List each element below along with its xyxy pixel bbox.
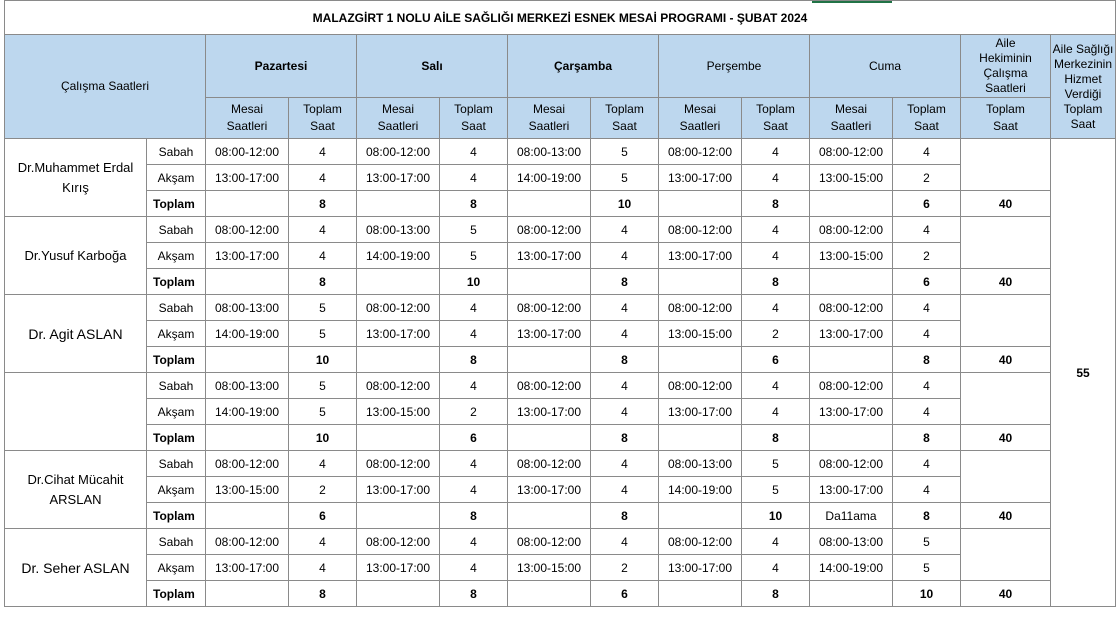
- table-row: [5, 581, 1116, 607]
- shift-hours-cell[interactable]: 08:00-12:00: [659, 139, 742, 165]
- shift-total-cell[interactable]: 2: [591, 555, 659, 581]
- doctor-name-label: Dr.Yusuf Karboğa: [24, 247, 127, 263]
- daily-total-cell[interactable]: 8: [591, 347, 659, 373]
- shift-hours-cell[interactable]: 14:00-19:00: [508, 165, 591, 191]
- shift-hours-cell[interactable]: 08:00-12:00: [357, 451, 440, 477]
- header-toplam-carsamba[interactable]: Toplam Saat: [591, 98, 659, 139]
- total-note-cell[interactable]: [810, 191, 893, 217]
- weekly-empty-cell[interactable]: [961, 373, 1051, 425]
- shift-hours-cell[interactable]: 13:00-17:00: [659, 165, 742, 191]
- shift-total-cell[interactable]: 4: [591, 373, 659, 399]
- shift-total-cell[interactable]: 5: [742, 451, 810, 477]
- doctor-name-label: Dr.Muhammet Erdal Kırış: [17, 159, 134, 195]
- daily-total-cell[interactable]: 10: [289, 347, 357, 373]
- table-row: [5, 477, 1116, 503]
- daily-total-cell[interactable]: 6: [440, 425, 508, 451]
- shift-total-cell[interactable]: 4: [893, 477, 961, 503]
- daily-total-cell[interactable]: 8: [591, 503, 659, 529]
- table-row: [5, 191, 1116, 217]
- shift-hours-cell[interactable]: 08:00-12:00: [508, 529, 591, 555]
- shift-hours-cell[interactable]: 08:00-12:00: [659, 295, 742, 321]
- shift-total-cell[interactable]: 5: [289, 399, 357, 425]
- shift-total-cell[interactable]: 5: [893, 529, 961, 555]
- header-day-carsamba[interactable]: Çarşamba: [508, 35, 659, 98]
- daily-total-cell[interactable]: 8: [289, 269, 357, 295]
- shift-hours-cell[interactable]: 13:00-17:00: [508, 477, 591, 503]
- row-label-aksam[interactable]: Akşam: [147, 477, 206, 503]
- total-note-cell[interactable]: Da11ama: [810, 503, 893, 529]
- total-note-cell[interactable]: [206, 269, 289, 295]
- shift-hours-cell[interactable]: 08:00-12:00: [206, 529, 289, 555]
- weekly-total-cell[interactable]: 40: [961, 425, 1051, 451]
- shift-hours-cell[interactable]: 13:00-17:00: [659, 243, 742, 269]
- header-mesai-persembe[interactable]: Mesai Saatleri: [659, 98, 742, 139]
- shift-hours-cell[interactable]: 08:00-12:00: [508, 295, 591, 321]
- total-note-cell[interactable]: [659, 425, 742, 451]
- shift-hours-cell[interactable]: 08:00-12:00: [810, 451, 893, 477]
- shift-total-cell[interactable]: 5: [893, 555, 961, 581]
- shift-total-cell[interactable]: 4: [591, 243, 659, 269]
- shift-total-cell[interactable]: 4: [742, 217, 810, 243]
- header-day-pazartesi[interactable]: Pazartesi: [206, 35, 357, 98]
- table-row: [5, 373, 1116, 399]
- header-hekim-calisma[interactable]: Aile Hekiminin Çalışma Saatleri: [961, 35, 1051, 98]
- shift-hours-cell[interactable]: 13:00-15:00: [508, 555, 591, 581]
- shift-total-cell[interactable]: 4: [440, 555, 508, 581]
- row-label-toplam[interactable]: Toplam: [147, 581, 206, 607]
- weekly-empty-cell[interactable]: [961, 295, 1051, 347]
- doctor-name[interactable]: [5, 451, 147, 529]
- shift-total-cell[interactable]: 4: [289, 217, 357, 243]
- row-label-sabah[interactable]: Sabah: [147, 373, 206, 399]
- daily-total-cell[interactable]: 8: [893, 425, 961, 451]
- shift-total-cell[interactable]: 2: [289, 477, 357, 503]
- shift-total-cell[interactable]: 4: [893, 451, 961, 477]
- row-label-aksam[interactable]: Akşam: [147, 555, 206, 581]
- shift-hours-cell[interactable]: 08:00-13:00: [206, 295, 289, 321]
- daily-total-cell[interactable]: 6: [289, 503, 357, 529]
- weekly-total-cell[interactable]: 40: [961, 191, 1051, 217]
- shift-total-cell[interactable]: 2: [742, 321, 810, 347]
- table-row: [5, 165, 1116, 191]
- shift-total-cell[interactable]: 4: [742, 373, 810, 399]
- shift-total-cell[interactable]: 4: [742, 555, 810, 581]
- shift-total-cell[interactable]: 4: [742, 295, 810, 321]
- shift-total-cell[interactable]: 4: [893, 217, 961, 243]
- shift-hours-cell[interactable]: 08:00-12:00: [810, 139, 893, 165]
- shift-hours-cell[interactable]: 13:00-17:00: [206, 555, 289, 581]
- weekly-total-cell[interactable]: 40: [961, 581, 1051, 607]
- total-note-cell[interactable]: [810, 425, 893, 451]
- shift-hours-cell[interactable]: 13:00-17:00: [357, 321, 440, 347]
- total-note-cell[interactable]: [206, 347, 289, 373]
- weekly-empty-cell[interactable]: [961, 529, 1051, 581]
- shift-hours-cell[interactable]: 13:00-17:00: [659, 399, 742, 425]
- daily-total-cell[interactable]: 10: [893, 581, 961, 607]
- shift-total-cell[interactable]: 4: [289, 451, 357, 477]
- row-label-sabah[interactable]: Sabah: [147, 529, 206, 555]
- shift-total-cell[interactable]: 4: [591, 529, 659, 555]
- header-day-sali[interactable]: Salı: [357, 35, 508, 98]
- shift-hours-cell[interactable]: 08:00-12:00: [357, 295, 440, 321]
- shift-hours-cell[interactable]: 13:00-15:00: [659, 321, 742, 347]
- daily-total-cell[interactable]: 8: [440, 581, 508, 607]
- row-label-aksam[interactable]: Akşam: [147, 243, 206, 269]
- shift-total-cell[interactable]: 2: [440, 399, 508, 425]
- total-note-cell[interactable]: [659, 191, 742, 217]
- row-label-toplam[interactable]: Toplam: [147, 347, 206, 373]
- header-mesai-carsamba[interactable]: Mesai Saatleri: [508, 98, 591, 139]
- table-row: [5, 139, 1116, 165]
- shift-hours-cell[interactable]: 14:00-19:00: [357, 243, 440, 269]
- table-row: [5, 269, 1116, 295]
- shift-hours-cell[interactable]: 13:00-17:00: [508, 399, 591, 425]
- total-note-cell[interactable]: [206, 191, 289, 217]
- shift-hours-cell[interactable]: 08:00-12:00: [357, 373, 440, 399]
- header-day-cuma[interactable]: Cuma: [810, 35, 961, 98]
- shift-hours-cell[interactable]: 08:00-12:00: [206, 451, 289, 477]
- shift-hours-cell[interactable]: 13:00-17:00: [206, 165, 289, 191]
- total-note-cell[interactable]: [508, 191, 591, 217]
- shift-total-cell[interactable]: 4: [591, 295, 659, 321]
- shift-hours-cell[interactable]: 14:00-19:00: [206, 321, 289, 347]
- shift-hours-cell[interactable]: 13:00-15:00: [357, 399, 440, 425]
- row-label-sabah[interactable]: Sabah: [147, 139, 206, 165]
- weekly-empty-cell[interactable]: [961, 217, 1051, 269]
- shift-hours-cell[interactable]: 08:00-12:00: [659, 373, 742, 399]
- shift-total-cell[interactable]: 4: [893, 295, 961, 321]
- shift-total-cell[interactable]: 4: [591, 217, 659, 243]
- header-mesai-cuma[interactable]: Mesai Saatleri: [810, 98, 893, 139]
- shift-hours-cell[interactable]: 13:00-17:00: [659, 555, 742, 581]
- header-toplam-persembe[interactable]: Toplam Saat: [742, 98, 810, 139]
- daily-total-cell[interactable]: 8: [893, 347, 961, 373]
- shift-hours-cell[interactable]: 13:00-17:00: [206, 243, 289, 269]
- daily-total-cell[interactable]: 8: [742, 425, 810, 451]
- shift-total-cell[interactable]: 4: [289, 243, 357, 269]
- shift-total-cell[interactable]: 4: [440, 321, 508, 347]
- daily-total-cell[interactable]: 8: [742, 581, 810, 607]
- shift-hours-cell[interactable]: 14:00-19:00: [206, 399, 289, 425]
- total-note-cell[interactable]: [206, 425, 289, 451]
- total-note-cell[interactable]: [357, 347, 440, 373]
- doctor-name[interactable]: [5, 295, 147, 373]
- total-note-cell[interactable]: [508, 347, 591, 373]
- row-label-sabah[interactable]: Sabah: [147, 217, 206, 243]
- daily-total-cell[interactable]: 8: [440, 503, 508, 529]
- shift-hours-cell[interactable]: 13:00-15:00: [810, 243, 893, 269]
- shift-hours-cell[interactable]: 08:00-12:00: [508, 451, 591, 477]
- daily-total-cell[interactable]: 8: [591, 425, 659, 451]
- shift-hours-cell[interactable]: 13:00-15:00: [206, 477, 289, 503]
- shift-hours-cell[interactable]: 08:00-13:00: [508, 139, 591, 165]
- table-row: [5, 555, 1116, 581]
- table-row: [5, 425, 1116, 451]
- total-note-cell[interactable]: [357, 191, 440, 217]
- shift-total-cell[interactable]: 4: [591, 321, 659, 347]
- shift-hours-cell[interactable]: 13:00-17:00: [810, 321, 893, 347]
- shift-total-cell[interactable]: 4: [742, 139, 810, 165]
- table-row: [5, 217, 1116, 243]
- shift-hours-cell[interactable]: 13:00-17:00: [357, 477, 440, 503]
- daily-total-cell[interactable]: 10: [742, 503, 810, 529]
- header-asm-toplam[interactable]: Aile Sağlığı Merkezinin Hizmet Verdiği Toplam Saat: [1051, 35, 1116, 139]
- shift-total-cell[interactable]: 4: [742, 243, 810, 269]
- header-mesai-sali[interactable]: Mesai Saatleri: [357, 98, 440, 139]
- shift-hours-cell[interactable]: 13:00-17:00: [508, 321, 591, 347]
- shift-total-cell[interactable]: 4: [742, 399, 810, 425]
- daily-total-cell[interactable]: 6: [893, 269, 961, 295]
- row-label-sabah[interactable]: Sabah: [147, 451, 206, 477]
- shift-hours-cell[interactable]: 14:00-19:00: [810, 555, 893, 581]
- shift-hours-cell[interactable]: 08:00-12:00: [357, 529, 440, 555]
- shift-hours-cell[interactable]: 08:00-12:00: [357, 139, 440, 165]
- shift-total-cell[interactable]: 4: [591, 451, 659, 477]
- shift-total-cell[interactable]: 5: [591, 165, 659, 191]
- shift-total-cell[interactable]: 4: [440, 295, 508, 321]
- table-row: [5, 347, 1116, 373]
- asm-grand-total[interactable]: 55: [1051, 139, 1116, 607]
- total-note-cell[interactable]: [206, 581, 289, 607]
- doctor-name-label: Dr. Agit ASLAN: [28, 325, 123, 342]
- shift-total-cell[interactable]: 5: [289, 295, 357, 321]
- daily-total-cell[interactable]: 6: [591, 581, 659, 607]
- table-row: [5, 503, 1116, 529]
- shift-hours-cell[interactable]: 13:00-17:00: [810, 477, 893, 503]
- shift-total-cell[interactable]: 5: [289, 373, 357, 399]
- header-calisma-saatleri[interactable]: Çalışma Saatleri: [5, 35, 206, 139]
- shift-total-cell[interactable]: 4: [440, 139, 508, 165]
- daily-total-cell[interactable]: 8: [440, 347, 508, 373]
- shift-total-cell[interactable]: 4: [893, 139, 961, 165]
- shift-hours-cell[interactable]: 08:00-12:00: [810, 217, 893, 243]
- shift-total-cell[interactable]: 4: [893, 373, 961, 399]
- shift-total-cell[interactable]: 4: [893, 321, 961, 347]
- shift-total-cell[interactable]: 5: [440, 217, 508, 243]
- header-toplam-pazartesi[interactable]: Toplam Saat: [289, 98, 357, 139]
- header-toplam-cuma[interactable]: Toplam Saat: [893, 98, 961, 139]
- table-row: [5, 295, 1116, 321]
- shift-total-cell[interactable]: 4: [591, 477, 659, 503]
- table-row: [5, 321, 1116, 347]
- shift-hours-cell[interactable]: 08:00-13:00: [810, 529, 893, 555]
- total-note-cell[interactable]: [508, 503, 591, 529]
- shift-hours-cell[interactable]: 13:00-17:00: [357, 165, 440, 191]
- daily-total-cell[interactable]: 6: [893, 191, 961, 217]
- shift-total-cell[interactable]: 4: [591, 399, 659, 425]
- doctor-name[interactable]: [5, 217, 147, 295]
- weekly-total-cell[interactable]: 40: [961, 269, 1051, 295]
- shift-hours-cell[interactable]: 08:00-12:00: [206, 139, 289, 165]
- table-row: [5, 529, 1116, 555]
- header-hekim-toplam[interactable]: Toplam Saat: [961, 98, 1051, 139]
- total-note-cell[interactable]: [357, 425, 440, 451]
- daily-total-cell[interactable]: 10: [289, 425, 357, 451]
- row-label-sabah[interactable]: Sabah: [147, 295, 206, 321]
- shift-hours-cell[interactable]: 08:00-12:00: [508, 373, 591, 399]
- row-label-aksam[interactable]: Akşam: [147, 165, 206, 191]
- daily-total-cell[interactable]: 8: [893, 503, 961, 529]
- shift-total-cell[interactable]: 5: [289, 321, 357, 347]
- header-day-persembe[interactable]: Perşembe: [659, 35, 810, 98]
- total-note-cell[interactable]: [508, 581, 591, 607]
- shift-hours-cell[interactable]: 08:00-12:00: [659, 529, 742, 555]
- shift-total-cell[interactable]: 4: [289, 139, 357, 165]
- row-label-toplam[interactable]: Toplam: [147, 269, 206, 295]
- shift-total-cell[interactable]: 4: [742, 165, 810, 191]
- daily-total-cell[interactable]: 10: [591, 191, 659, 217]
- shift-total-cell[interactable]: 4: [289, 555, 357, 581]
- shift-total-cell[interactable]: 4: [742, 529, 810, 555]
- shift-hours-cell[interactable]: 08:00-12:00: [508, 217, 591, 243]
- doctor-name[interactable]: [5, 529, 147, 607]
- daily-total-cell[interactable]: 8: [742, 191, 810, 217]
- shift-total-cell[interactable]: 5: [440, 243, 508, 269]
- daily-total-cell[interactable]: 8: [440, 191, 508, 217]
- shift-hours-cell[interactable]: 08:00-12:00: [810, 373, 893, 399]
- shift-total-cell[interactable]: 5: [742, 477, 810, 503]
- total-note-cell[interactable]: [357, 581, 440, 607]
- shift-total-cell[interactable]: 4: [289, 529, 357, 555]
- table-row: [5, 243, 1116, 269]
- shift-hours-cell[interactable]: 13:00-17:00: [357, 555, 440, 581]
- doctor-name[interactable]: [5, 139, 147, 217]
- row-label-aksam[interactable]: Akşam: [147, 399, 206, 425]
- daily-total-cell[interactable]: 8: [591, 269, 659, 295]
- row-label-toplam[interactable]: Toplam: [147, 425, 206, 451]
- shift-total-cell[interactable]: 5: [591, 139, 659, 165]
- weekly-total-cell[interactable]: 40: [961, 503, 1051, 529]
- shift-hours-cell[interactable]: 13:00-17:00: [508, 243, 591, 269]
- total-note-cell[interactable]: [659, 503, 742, 529]
- shift-total-cell[interactable]: 4: [893, 399, 961, 425]
- shift-total-cell[interactable]: 2: [893, 165, 961, 191]
- doctor-name-label: Dr. Seher ASLAN: [21, 559, 130, 576]
- shift-total-cell[interactable]: 4: [440, 477, 508, 503]
- total-note-cell[interactable]: [659, 269, 742, 295]
- total-note-cell[interactable]: [659, 581, 742, 607]
- shift-total-cell[interactable]: 4: [440, 451, 508, 477]
- total-note-cell[interactable]: [810, 347, 893, 373]
- shift-hours-cell[interactable]: 08:00-13:00: [206, 373, 289, 399]
- shift-hours-cell[interactable]: 14:00-19:00: [659, 477, 742, 503]
- weekly-total-cell[interactable]: 40: [961, 347, 1051, 373]
- total-note-cell[interactable]: [206, 503, 289, 529]
- header-mesai-pazartesi[interactable]: Mesai Saatleri: [206, 98, 289, 139]
- row-label-toplam[interactable]: Toplam: [147, 503, 206, 529]
- total-note-cell[interactable]: [810, 581, 893, 607]
- shift-total-cell[interactable]: 4: [440, 373, 508, 399]
- shift-hours-cell[interactable]: 08:00-13:00: [357, 217, 440, 243]
- schedule-table: [4, 0, 1116, 607]
- shift-hours-cell[interactable]: 08:00-12:00: [659, 217, 742, 243]
- shift-total-cell[interactable]: 2: [893, 243, 961, 269]
- doctor-name-label: Dr.Cihat Mücahit ARSLAN: [27, 471, 124, 507]
- daily-total-cell[interactable]: 6: [742, 347, 810, 373]
- shift-hours-cell[interactable]: 08:00-12:00: [206, 217, 289, 243]
- shift-hours-cell[interactable]: 08:00-12:00: [810, 295, 893, 321]
- shift-total-cell[interactable]: 4: [289, 165, 357, 191]
- total-note-cell[interactable]: [357, 269, 440, 295]
- doctor-name[interactable]: [5, 373, 147, 451]
- shift-total-cell[interactable]: 4: [440, 165, 508, 191]
- table-row: [5, 399, 1116, 425]
- total-note-cell[interactable]: [508, 425, 591, 451]
- row-label-toplam[interactable]: Toplam: [147, 191, 206, 217]
- daily-total-cell[interactable]: 10: [440, 269, 508, 295]
- total-note-cell[interactable]: [810, 269, 893, 295]
- weekly-empty-cell[interactable]: [961, 451, 1051, 503]
- sheet-title[interactable]: MALAZGİRT 1 NOLU AİLE SAĞLIĞI MERKEZİ ESNEK MESAİ PROGRAMI - ŞUBAT 2024: [5, 1, 1116, 35]
- shift-hours-cell[interactable]: 13:00-15:00: [810, 165, 893, 191]
- row-label-aksam[interactable]: Akşam: [147, 321, 206, 347]
- daily-total-cell[interactable]: 8: [289, 581, 357, 607]
- total-note-cell[interactable]: [508, 269, 591, 295]
- shift-hours-cell[interactable]: 08:00-13:00: [659, 451, 742, 477]
- total-note-cell[interactable]: [659, 347, 742, 373]
- total-note-cell[interactable]: [357, 503, 440, 529]
- weekly-empty-cell[interactable]: [961, 139, 1051, 191]
- daily-total-cell[interactable]: 8: [742, 269, 810, 295]
- shift-hours-cell[interactable]: 13:00-17:00: [810, 399, 893, 425]
- shift-total-cell[interactable]: 4: [440, 529, 508, 555]
- table-row: [5, 451, 1116, 477]
- daily-total-cell[interactable]: 8: [289, 191, 357, 217]
- header-toplam-sali[interactable]: Toplam Saat: [440, 98, 508, 139]
